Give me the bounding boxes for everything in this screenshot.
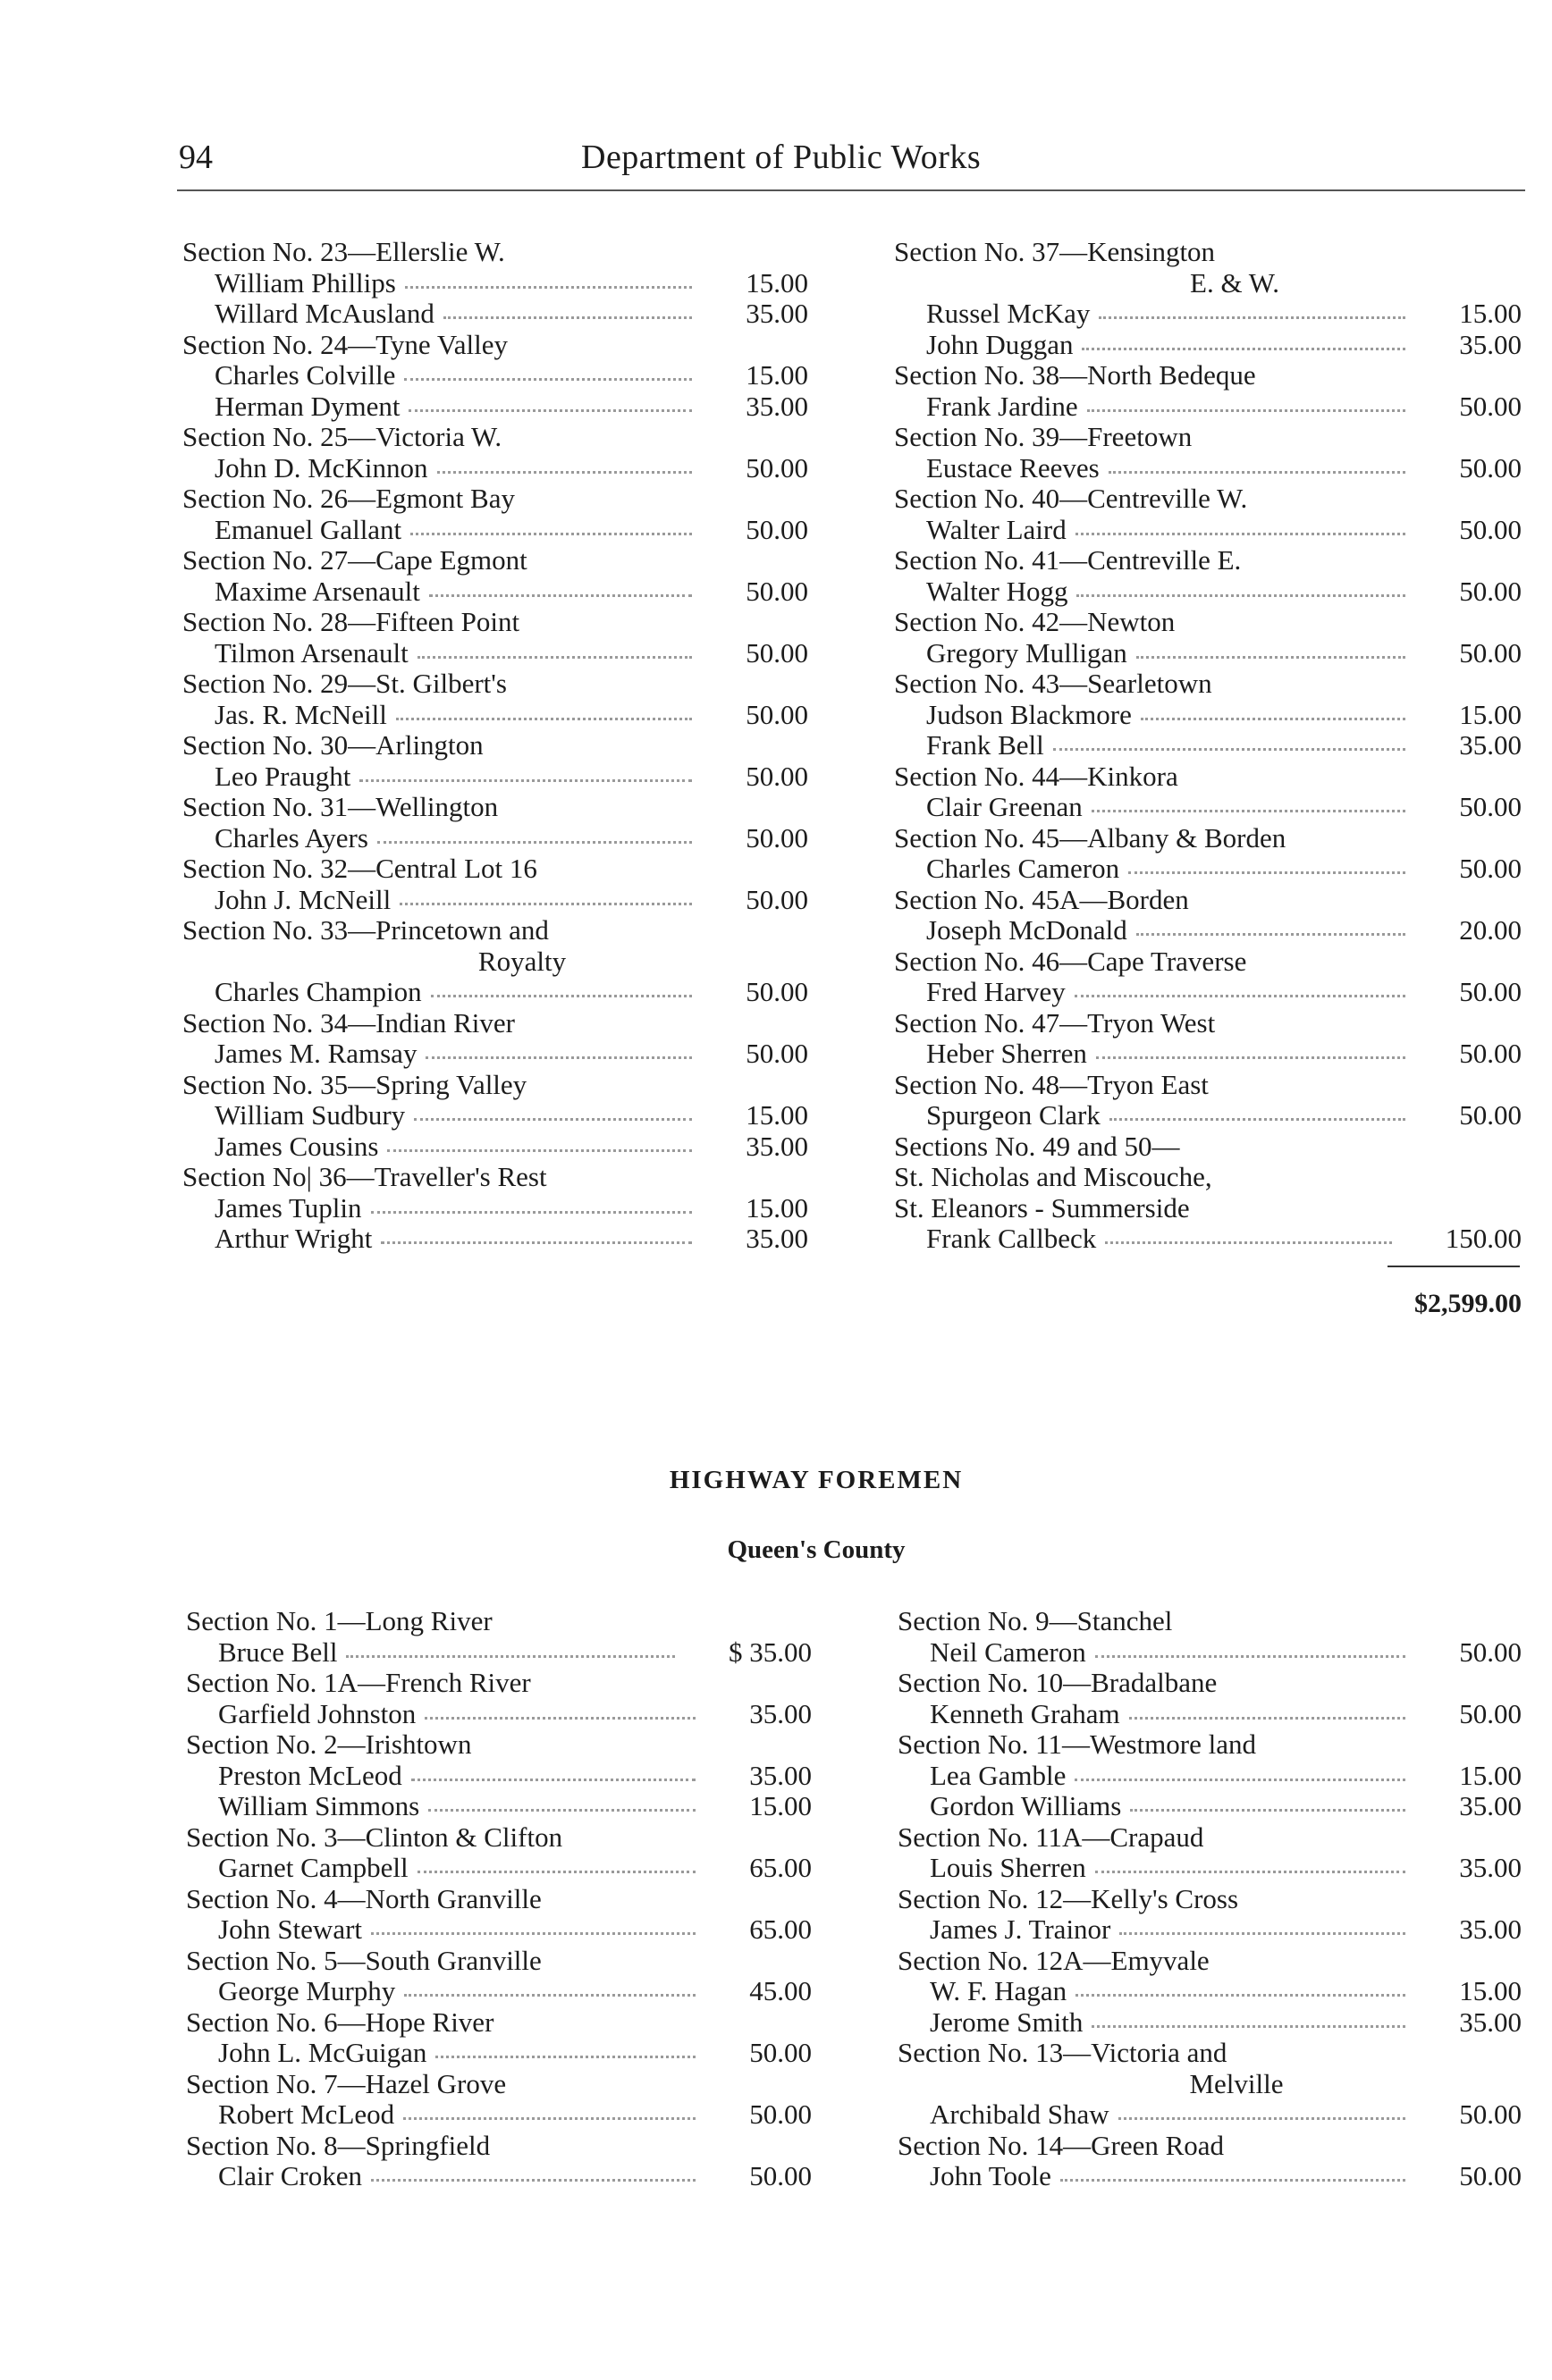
foreman-name: Neil Cameron (930, 1636, 1086, 1668)
foreman-name: William Simmons (218, 1790, 420, 1821)
foreman-name: Gregory Mulligan (926, 636, 1127, 669)
section-heading: Section No. 12A—Emyvale (898, 1944, 1210, 1976)
section-heading: Section No. 13—Victoria and (898, 2037, 1227, 2068)
leader-dots (410, 533, 692, 535)
amount: 15.00 (1459, 1759, 1522, 1791)
column-2 (894, 237, 1522, 1255)
leader-dots (414, 1118, 692, 1121)
foreman-name: Kenneth Graham (930, 1697, 1120, 1729)
section-heading: Section No. 37—Kensington (894, 236, 1216, 267)
amount: 50.00 (1459, 2098, 1522, 2130)
foreman-entry (894, 330, 1522, 361)
amount: 35.00 (746, 1223, 808, 1254)
leader-dots (1075, 533, 1405, 535)
column-1 (182, 237, 808, 1255)
section-heading: Section No. 12—Kelly's Cross (898, 1882, 1239, 1914)
foreman-entry (186, 2161, 812, 2192)
amount: 15.00 (1459, 298, 1522, 329)
foreman-entry (898, 1637, 1522, 1669)
section-heading: Section No. 29—St. Gilbert's (182, 668, 507, 699)
section-heading: Section No. 27—Cape Egmont (182, 544, 527, 576)
foreman-entry (898, 1699, 1522, 1730)
leader-dots (396, 718, 692, 720)
foreman-name: Tilmon Arsenault (215, 636, 409, 669)
foreman-name: Charles Ayers (215, 821, 368, 854)
leader-dots (1075, 995, 1405, 997)
foreman-name: Jas. R. McNeill (215, 698, 387, 730)
header-rule (177, 189, 1525, 191)
amount: 15.00 (749, 1790, 812, 1821)
county-title: Queen's County (727, 1535, 906, 1564)
leader-dots (1060, 2179, 1405, 2182)
leader-dots (1095, 1871, 1405, 1873)
section-heading: Section No. 48—Tryon East (894, 1068, 1209, 1100)
foreman-name: John L. McGuigan (218, 2037, 427, 2068)
foreman-name: Robert McLeod (218, 2098, 395, 2130)
amount: 50.00 (1459, 791, 1522, 822)
foreman-entry (898, 2099, 1522, 2131)
amount: 50.00 (1459, 1636, 1522, 1668)
foreman-entry (894, 299, 1522, 330)
section-heading: Section No. 11A—Crapaud (898, 1821, 1204, 1853)
leader-dots (381, 1241, 692, 1244)
leader-dots (1119, 1932, 1405, 1935)
amount: 50.00 (746, 821, 808, 854)
section-heading: Section No. 9—Stanchel (898, 1605, 1173, 1636)
foreman-entry (182, 1193, 808, 1224)
column-4 (898, 1606, 1522, 2192)
foreman-entry (894, 576, 1522, 608)
foreman-entry (894, 792, 1522, 823)
section-heading: Section No. 26—Egmont Bay (182, 483, 515, 514)
foreman-name: John Stewart (218, 1913, 363, 1945)
amount: 50.00 (746, 1038, 808, 1069)
amount: 35.00 (746, 390, 808, 422)
foreman-name: Joseph McDonald (926, 914, 1127, 946)
foreman-entry (186, 1853, 812, 1884)
amount: 35.00 (746, 1130, 808, 1162)
foreman-name: Walter Hogg (926, 575, 1068, 607)
amount: 15.00 (746, 266, 808, 299)
leader-dots (346, 1655, 675, 1658)
foreman-entry (182, 360, 808, 391)
foreman-name: William Phillips (215, 266, 396, 299)
section-heading: Section No. 4—North Granville (186, 1882, 542, 1914)
amount: 35.00 (749, 1697, 812, 1729)
foreman-entry (182, 700, 808, 731)
amount: 15.00 (1459, 698, 1522, 730)
leader-dots (377, 841, 692, 844)
section-heading: Section No. 3—Clinton & Clifton (186, 1821, 563, 1853)
leader-dots (371, 1211, 692, 1214)
section-heading: Section No| 36—Traveller's Rest (182, 1161, 547, 1192)
leader-dots (418, 656, 692, 659)
amount: 50.00 (1459, 513, 1522, 545)
leader-dots (1099, 316, 1405, 319)
foreman-entry (894, 730, 1522, 761)
foreman-name: Louis Sherren (930, 1852, 1086, 1883)
amount: 50.00 (746, 575, 808, 607)
section-heading: Section No. 39—Freetown (894, 421, 1193, 452)
foreman-entry (182, 1100, 808, 1131)
amount: 50.00 (1459, 1697, 1522, 1729)
foreman-entry (182, 1039, 808, 1070)
section-heading: Section No. 45—Albany & Borden (894, 821, 1286, 854)
page-header (177, 134, 1522, 188)
amount: 50.00 (746, 513, 808, 545)
section-heading: Section No. 35—Spring Valley (182, 1068, 527, 1100)
foreman-entry (182, 299, 808, 330)
leader-dots (1095, 1655, 1405, 1658)
foreman-name: George Murphy (218, 1975, 396, 2006)
foreman-entry (898, 2161, 1522, 2192)
amount: 50.00 (1459, 1038, 1522, 1069)
foreman-name: Willard McAusland (215, 298, 434, 329)
leader-dots (371, 1932, 696, 1935)
section-heading: Section No. 1—Long River (186, 1605, 493, 1636)
foreman-name: Charles Champion (215, 976, 422, 1007)
foreman-name: Spurgeon Clark (926, 1099, 1101, 1131)
foreman-entry (186, 1914, 812, 1946)
foreman-name: Frank Callbeck (926, 1223, 1097, 1254)
amount: 35.00 (1459, 1913, 1522, 1945)
leader-dots (1087, 409, 1405, 412)
leader-dots (404, 1994, 696, 1997)
foreman-name: Charles Colville (215, 359, 396, 391)
foreman-entry (186, 1976, 812, 2007)
section-heading: Section No. 14—Green Road (898, 2129, 1225, 2161)
section-title: HIGHWAY FOREMEN (669, 1466, 964, 1494)
leader-dots (1092, 2025, 1405, 2028)
foreman-entry (894, 453, 1522, 484)
foreman-name: Gordon Williams (930, 1790, 1122, 1821)
amount: 20.00 (1459, 914, 1522, 946)
foreman-name: Preston McLeod (218, 1759, 402, 1791)
section-heading: Section No. 44—Kinkora (894, 760, 1178, 792)
amount: 15.00 (1459, 1975, 1522, 2006)
section-heading: Section No. 43—Searletown (894, 668, 1212, 699)
amount: 150.00 (1445, 1223, 1522, 1254)
foreman-entry (182, 823, 808, 854)
amount: 35.00 (1459, 729, 1522, 761)
leader-dots (1082, 348, 1405, 350)
leader-dots (1130, 1809, 1405, 1812)
section-heading: Sections No. 49 and 50— (894, 1130, 1180, 1162)
foreman-name: Bruce Bell (218, 1636, 338, 1668)
section-heading: Section No. 6—Hope River (186, 2006, 494, 2038)
section-heading-continued: Melville (1189, 2067, 1284, 2099)
leader-dots (1075, 1994, 1405, 1997)
leader-dots (1096, 1056, 1405, 1059)
leader-dots (425, 1717, 696, 1720)
foreman-name: Lea Gamble (930, 1759, 1067, 1791)
leader-dots (418, 1871, 696, 1873)
column-3 (186, 1606, 812, 2192)
amount: 50.00 (1459, 575, 1522, 607)
section-heading: Section No. 38—North Bedeque (894, 359, 1256, 391)
foreman-entry (894, 391, 1522, 423)
foreman-name: Arthur Wright (215, 1223, 373, 1254)
foreman-entry (898, 2007, 1522, 2039)
foreman-entry (898, 1791, 1522, 1822)
section-heading: Section No. 41—Centreville E. (894, 544, 1242, 576)
foreman-entry (898, 1914, 1522, 1946)
leader-dots (1109, 471, 1405, 474)
amount: 50.00 (749, 2160, 812, 2191)
leader-dots (435, 2056, 696, 2058)
foreman-entry (182, 1131, 808, 1163)
foreman-entry (182, 515, 808, 546)
section-heading: Section No. 5—South Granville (186, 1944, 542, 1976)
foreman-entry (182, 885, 808, 916)
leader-dots (1136, 933, 1405, 936)
grand-total: $2,599.00 (1414, 1289, 1522, 1318)
foreman-name: John Duggan (926, 328, 1074, 360)
foreman-entry (186, 1791, 812, 1822)
foreman-entry (182, 453, 808, 484)
amount: 50.00 (1459, 2160, 1522, 2191)
amount: 50.00 (746, 883, 808, 915)
leader-dots (428, 1809, 696, 1812)
leader-dots (1136, 656, 1405, 659)
leader-dots (403, 2117, 696, 2120)
section-heading-continued: Royalty (477, 945, 567, 977)
leader-dots (1076, 594, 1405, 597)
foreman-entry (894, 854, 1522, 885)
leader-dots (371, 2179, 696, 2182)
foreman-entry (182, 638, 808, 669)
section-heading: Section No. 30—Arlington (182, 729, 484, 761)
foreman-entry (894, 977, 1522, 1008)
foreman-entry (186, 1699, 812, 1730)
section-heading: Section No. 25—Victoria W. (182, 421, 502, 452)
foreman-entry (182, 268, 808, 299)
foreman-entry (182, 391, 808, 423)
foreman-entry (182, 977, 808, 1008)
amount: 50.00 (746, 636, 808, 669)
foreman-entry (182, 576, 808, 608)
leader-dots (405, 286, 692, 289)
foreman-name: W. F. Hagan (930, 1975, 1067, 2006)
amount: 50.00 (1459, 853, 1522, 884)
foreman-name: Frank Jardine (926, 390, 1078, 422)
section-heading: Section No. 32—Central Lot 16 (182, 853, 537, 884)
amount: 35.00 (1459, 1852, 1522, 1883)
leader-dots (411, 1779, 696, 1781)
amount: 15.00 (746, 1099, 808, 1131)
leader-dots (426, 1056, 692, 1059)
foreman-entry (894, 1224, 1522, 1255)
amount: 35.00 (1459, 328, 1522, 360)
total-rule (1388, 1266, 1520, 1267)
page-number: 94 (179, 139, 213, 176)
amount: 50.00 (1459, 451, 1522, 484)
amount: 50.00 (1459, 1099, 1522, 1131)
leader-dots (1109, 1118, 1405, 1121)
section-heading: Section No. 24—Tyne Valley (182, 328, 509, 360)
amount: $ 35.00 (729, 1636, 812, 1668)
section-heading: Section No. 23—Ellerslie W. (182, 236, 505, 267)
foreman-entry (894, 638, 1522, 669)
section-heading: Section No. 47—Tryon West (894, 1006, 1216, 1039)
leader-dots (1129, 1717, 1405, 1720)
foreman-entry (894, 700, 1522, 731)
foreman-entry (894, 515, 1522, 546)
foreman-entry (186, 2099, 812, 2131)
foreman-name: Garnet Campbell (218, 1852, 409, 1883)
amount: 35.00 (749, 1759, 812, 1791)
foreman-name: Heber Sherren (926, 1038, 1087, 1069)
leader-dots (409, 409, 692, 412)
section-heading: Section No. 7—Hazel Grove (186, 2067, 507, 2099)
foreman-entry (186, 1761, 812, 1792)
foreman-name: Herman Dyment (215, 390, 401, 422)
leader-dots (1075, 1779, 1405, 1781)
foreman-name: Jerome Smith (930, 2006, 1084, 2038)
amount: 65.00 (749, 1913, 812, 1945)
amount: 15.00 (746, 1191, 808, 1224)
foreman-entry (186, 1637, 812, 1669)
section-heading: Section No. 10—Bradalbane (898, 1667, 1218, 1698)
foreman-name: Russel McKay (926, 298, 1091, 329)
section-heading: Section No. 42—Newton (894, 606, 1176, 637)
amount: 50.00 (746, 976, 808, 1007)
foreman-name: Judson Blackmore (926, 698, 1132, 730)
running-head: Department of Public Works (581, 139, 982, 176)
section-heading: Section No. 46—Cape Traverse (894, 945, 1247, 977)
section-heading: St. Eleanors - Summerside (894, 1191, 1190, 1224)
leader-dots (1092, 810, 1405, 812)
foreman-entry (898, 1976, 1522, 2007)
foreman-entry (898, 1761, 1522, 1792)
foreman-entry (894, 915, 1522, 946)
section-heading: Section No. 31—Wellington (182, 791, 499, 822)
foreman-name: Fred Harvey (926, 976, 1066, 1007)
amount: 35.00 (1459, 2006, 1522, 2038)
section-heading: Section No. 40—Centreville W. (894, 483, 1248, 514)
amount: 50.00 (1459, 636, 1522, 669)
amount: 50.00 (746, 451, 808, 484)
foreman-name: James Cousins (215, 1130, 379, 1162)
leader-dots (404, 378, 692, 381)
foreman-name: Clair Croken (218, 2160, 362, 2191)
amount: 50.00 (749, 2037, 812, 2068)
foreman-name: Frank Bell (926, 729, 1044, 761)
amount: 50.00 (1459, 390, 1522, 422)
leader-dots (429, 594, 692, 597)
section-heading: Section No. 34—Indian River (182, 1006, 515, 1039)
foreman-entry (894, 1100, 1522, 1131)
section-heading: Section No. 33—Princetown and (182, 914, 549, 946)
amount: 65.00 (749, 1852, 812, 1883)
amount: 45.00 (749, 1975, 812, 2006)
foreman-name: James M. Ramsay (215, 1038, 418, 1069)
foreman-entry (182, 761, 808, 793)
leader-dots (1141, 718, 1405, 720)
foreman-name: Walter Laird (926, 513, 1067, 545)
foreman-name: James Tuplin (215, 1191, 362, 1224)
leader-dots (1118, 2117, 1405, 2120)
leader-dots (1053, 748, 1405, 751)
foreman-name: Garfield Johnston (218, 1697, 417, 1729)
section-heading: Section No. 11—Westmore land (898, 1728, 1257, 1760)
section-heading: Section No. 8—Springfield (186, 2129, 491, 2161)
section-heading: St. Nicholas and Miscouche, (894, 1161, 1212, 1192)
foreman-entry (186, 2038, 812, 2069)
leader-dots (400, 903, 692, 905)
amount: 50.00 (1459, 976, 1522, 1007)
foreman-name: John J. McNeill (215, 883, 392, 915)
leader-dots (443, 316, 692, 319)
leader-dots (387, 1149, 692, 1152)
foreman-name: John D. McKinnon (215, 451, 428, 484)
section-heading: Section No. 45A—Borden (894, 883, 1189, 915)
foreman-name: William Sudbury (215, 1099, 406, 1131)
amount: 50.00 (749, 2098, 812, 2130)
amount: 35.00 (746, 298, 808, 329)
foreman-entry (182, 1224, 808, 1255)
foreman-name: Clair Greenan (926, 791, 1083, 822)
section-heading: Section No. 28—Fifteen Point (182, 606, 520, 637)
foreman-name: Leo Praught (215, 760, 351, 792)
foreman-name: Eustace Reeves (926, 451, 1100, 484)
foreman-name: Charles Cameron (926, 853, 1120, 884)
foreman-name: Maxime Arsenault (215, 575, 420, 607)
amount: 50.00 (746, 698, 808, 730)
amount: 50.00 (746, 760, 808, 792)
foreman-name: Emanuel Gallant (215, 513, 402, 545)
leader-dots (1128, 871, 1405, 874)
leader-dots (1105, 1241, 1392, 1244)
section-heading: Section No. 2—Irishtown (186, 1728, 472, 1760)
leader-dots (359, 779, 692, 782)
foreman-name: James J. Trainor (930, 1913, 1111, 1945)
foreman-entry (898, 1853, 1522, 1884)
leader-dots (437, 471, 692, 474)
amount: 15.00 (746, 359, 808, 391)
amount: 35.00 (1459, 1790, 1522, 1821)
section-heading: Section No. 1A—French River (186, 1667, 531, 1698)
foreman-name: Archibald Shaw (930, 2098, 1109, 2130)
section-heading-continued: E. & W. (1190, 266, 1279, 299)
leader-dots (431, 995, 692, 997)
foreman-name: John Toole (930, 2160, 1051, 2191)
foreman-entry (894, 1039, 1522, 1070)
